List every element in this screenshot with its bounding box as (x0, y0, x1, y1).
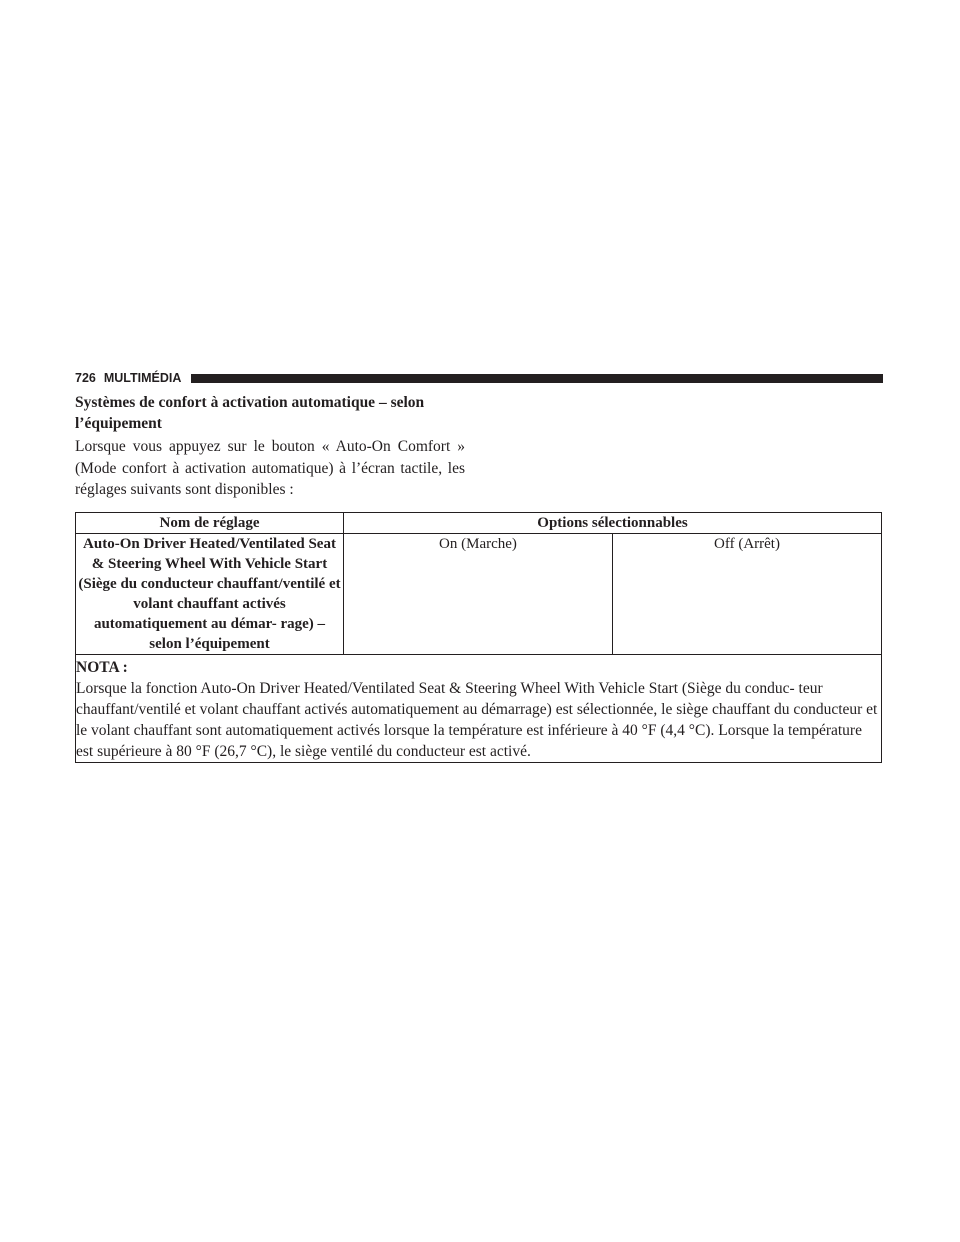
column-header-setting-name: Nom de réglage (76, 513, 344, 534)
page-number: 726 (75, 371, 96, 385)
section-title: MULTIMÉDIA (103, 371, 182, 385)
note-text: Lorsque la fonction Auto-On Driver Heated/Ventilated Seat & Steering Wheel With Vehicle Start (Siège du conduc- teur chauffant/ventilé et volant chauffant activés automatiquement au démarrage) est sélectionnée, le siège chauffant du conducteur et le volant chauffant sont automatiquement activés lorsque la température est inférieure à 40 °F (4,4 °C). Lorsque la température est supérieure à 80 °F (26,7 °C), le siège ventilé du conducteur est activé. (76, 680, 878, 760)
column-header-options: Options sélectionnables (344, 513, 882, 534)
note-row (76, 655, 882, 763)
page-header (75, 370, 883, 386)
section-heading: Systèmes de confort à activation automatique – selon l’équipement (75, 394, 425, 432)
option-on-cell: On (Marche) (344, 534, 613, 655)
table-row (76, 534, 882, 655)
table-header-row (76, 513, 882, 534)
intro-paragraph: Lorsque vous appuyez sur le bouton « Auto-On Comfort » (Mode confort à activation automatique) à l’écran tactile, les réglages suivants sont disponibles : (75, 438, 465, 498)
setting-name-cell: Auto-On Driver Heated/Ventilated Seat & Steering Wheel With Vehicle Start (Siège du conducteur chauffant/ventilé et volant chauffant activés automatiquement au démar- rage) – selon l’équipement (76, 534, 344, 655)
settings-table (75, 512, 882, 763)
option-off-cell: Off (Arrêt) (613, 534, 882, 655)
header-rule (191, 374, 883, 383)
note-cell (76, 655, 882, 763)
note-label: NOTA : (76, 659, 128, 676)
